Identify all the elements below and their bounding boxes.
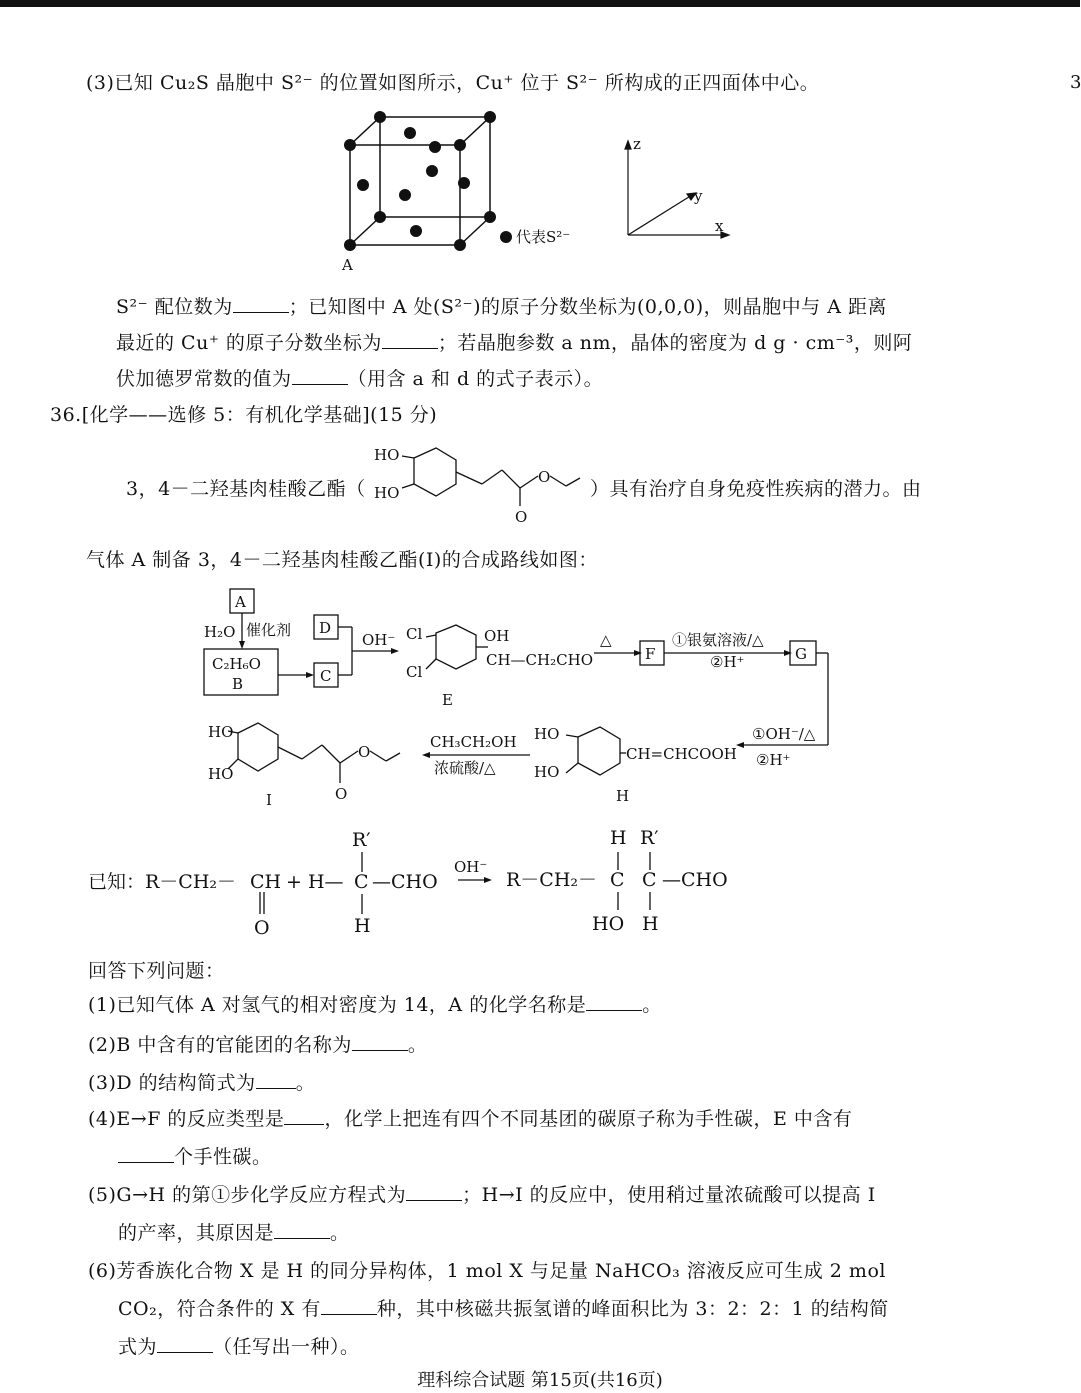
question-4-line1: (4)E→F 的反应类型是 ，化学上把连有四个不同基团的碳原子称为手性碳，E 中含有 (88, 1108, 853, 1130)
page-footer: 理科综合试题 第15页(共16页) (417, 1370, 663, 1391)
scheme-cl-2: Cl (406, 663, 423, 681)
q36-intro-b: ）具有治疗自身免疫性疾病的潜力。由 (590, 478, 922, 500)
q36-intro-a: 3，4－二羟基肉桂酸乙酯（ (126, 478, 366, 500)
scheme-label-b: B (232, 675, 244, 693)
scheme-step-gh-2: ②H⁺ (756, 751, 791, 769)
scheme-step-gh-1: ①OH⁻/△ (752, 725, 816, 743)
scheme-step-fg-1: ①银氨溶液/△ (672, 631, 764, 649)
scheme-box-g: G (795, 645, 807, 663)
known-p-c1: C (610, 869, 625, 891)
mol-o-carbonyl: O (515, 508, 528, 526)
question-2: (2)B 中含有的官能团的名称为 。 (88, 1034, 428, 1056)
scheme-label-h: H (616, 787, 630, 805)
known-plus: + H— (286, 871, 344, 893)
target-molecule-structure (370, 440, 590, 528)
question-5-line1: (5)G→H 的第①步化学反应方程式为 ；H→I 的反应中，使用稍过量浓硫酸可以提高 I (88, 1184, 876, 1206)
scheme-reagent-i-2: 浓硫酸/△ (434, 759, 496, 777)
scheme-label-e: E (442, 691, 453, 709)
mol-o-ester: O (538, 468, 551, 486)
scheme-box-c: C (320, 667, 332, 685)
scheme-box-a: A (235, 593, 246, 611)
q3-intro: (3)已知 Cu₂S 晶胞中 S²⁻ 的位置如图所示，Cu⁺ 位于 S²⁻ 所构成的正四面体中心。 (86, 72, 820, 94)
q36-header: 36.[化学——选修 5：有机化学基础](15 分) (50, 404, 438, 426)
scheme-oh-minus: OH⁻ (362, 631, 396, 649)
q3-line2: 最近的 Cu⁺ 的原子分数坐标为 ；若晶胞参数 a nm，晶体的密度为 d g · cm⁻³，则阿 (116, 332, 913, 354)
scheme-e-chain: CH—CH₂CHO (486, 651, 593, 669)
known-p-r-top: R′ (640, 827, 659, 849)
question-3: (3)D 的结构简式为 。 (88, 1072, 316, 1094)
known-reaction (88, 818, 768, 938)
axis-y-label: y (694, 187, 703, 205)
scheme-label-i: I (266, 791, 272, 809)
question-6-line2: CO₂，符合条件的 X 有 种，其中核磁共振氢谱的峰面积比为 3：2：2：1 的结构简 (118, 1298, 889, 1320)
known-p-ho: HO (592, 913, 625, 935)
scheme-box-d: D (319, 619, 332, 637)
axis-x-label: x (715, 217, 724, 235)
scheme-step-fg-2: ②H⁺ (710, 653, 745, 671)
known-arrow-label: OH⁻ (454, 858, 488, 876)
known-p-cho: —CHO (662, 869, 728, 891)
legend-text: 代表S²⁻ (516, 228, 571, 246)
known-cho: —CHO (372, 871, 438, 893)
known-product: R－CH₂－ (506, 869, 598, 891)
scheme-box-f: F (645, 645, 656, 663)
mol-ho-top: HO (374, 446, 400, 464)
scheme-i-ho-1: HO (208, 723, 234, 741)
known-h-bottom: H (354, 915, 371, 937)
scheme-reagent-a: H₂O (204, 623, 236, 641)
question-6-line3: 式为 （任写出一种）。 (118, 1336, 360, 1358)
scheme-box-b: C₂H₆O (212, 655, 261, 673)
known-p-h-top: H (610, 827, 627, 849)
scheme-h-chain: CH=CHCOOH (626, 745, 737, 763)
scheme-catalyst: 催化剂 (246, 621, 292, 639)
questions-heading: 回答下列问题： (88, 960, 225, 982)
scheme-h-ho-1: HO (534, 725, 560, 743)
q3-line3: 伏加德罗常数的值为 （用含 a 和 d 的式子表示）。 (116, 368, 604, 390)
scheme-i-o-carbonyl: O (335, 785, 348, 803)
cube-label-a: A (342, 256, 353, 274)
q3-line1: S²⁻ 配位数为 ；已知图中 A 处(S²⁻)的原子分数坐标为(0,0,0)，则晶胞中与 A 距离 (116, 296, 887, 318)
known-o: O (254, 917, 270, 939)
top-border (0, 0, 1080, 7)
synthesis-scheme (190, 585, 850, 810)
known-p-h-bottom: H (642, 913, 659, 935)
question-6-line1: (6)芳香族化合物 X 是 H 的同分异构体，1 mol X 与足量 NaHCO₃ 溶液反应可生成 2 mol (88, 1260, 886, 1282)
known-c: C (354, 871, 369, 893)
question-4-line2: 个手性碳。 (118, 1142, 272, 1169)
scheme-e-oh: OH (484, 627, 510, 645)
q36-intro-line2: 气体 A 制备 3，4－二羟基肉桂酸乙酯(I)的合成路线如图： (86, 549, 598, 571)
scheme-delta: △ (600, 631, 612, 649)
scheme-cl-1: Cl (406, 625, 423, 643)
question-1: (1)已知气体 A 对氢气的相对密度为 14，A 的化学名称是 。 (88, 994, 662, 1016)
crystal-cell-diagram (330, 105, 760, 275)
page-marker: 3 (1070, 72, 1081, 93)
known-r-prime: R′ (352, 829, 371, 851)
scheme-i-ho-2: HO (208, 765, 234, 783)
known-prefix: 已知：R－CH₂－ (88, 871, 237, 893)
known-p-c2: C (642, 869, 657, 891)
mol-ho-bottom: HO (374, 484, 400, 502)
scheme-i-o-ester: O (358, 743, 371, 761)
question-5-line2: 的产率，其原因是 。 (118, 1222, 350, 1244)
scheme-h-ho-2: HO (534, 763, 560, 781)
axis-z-label: z (633, 135, 641, 153)
known-ch: CH (250, 871, 282, 893)
scheme-reagent-i-1: CH₃CH₂OH (430, 733, 517, 751)
